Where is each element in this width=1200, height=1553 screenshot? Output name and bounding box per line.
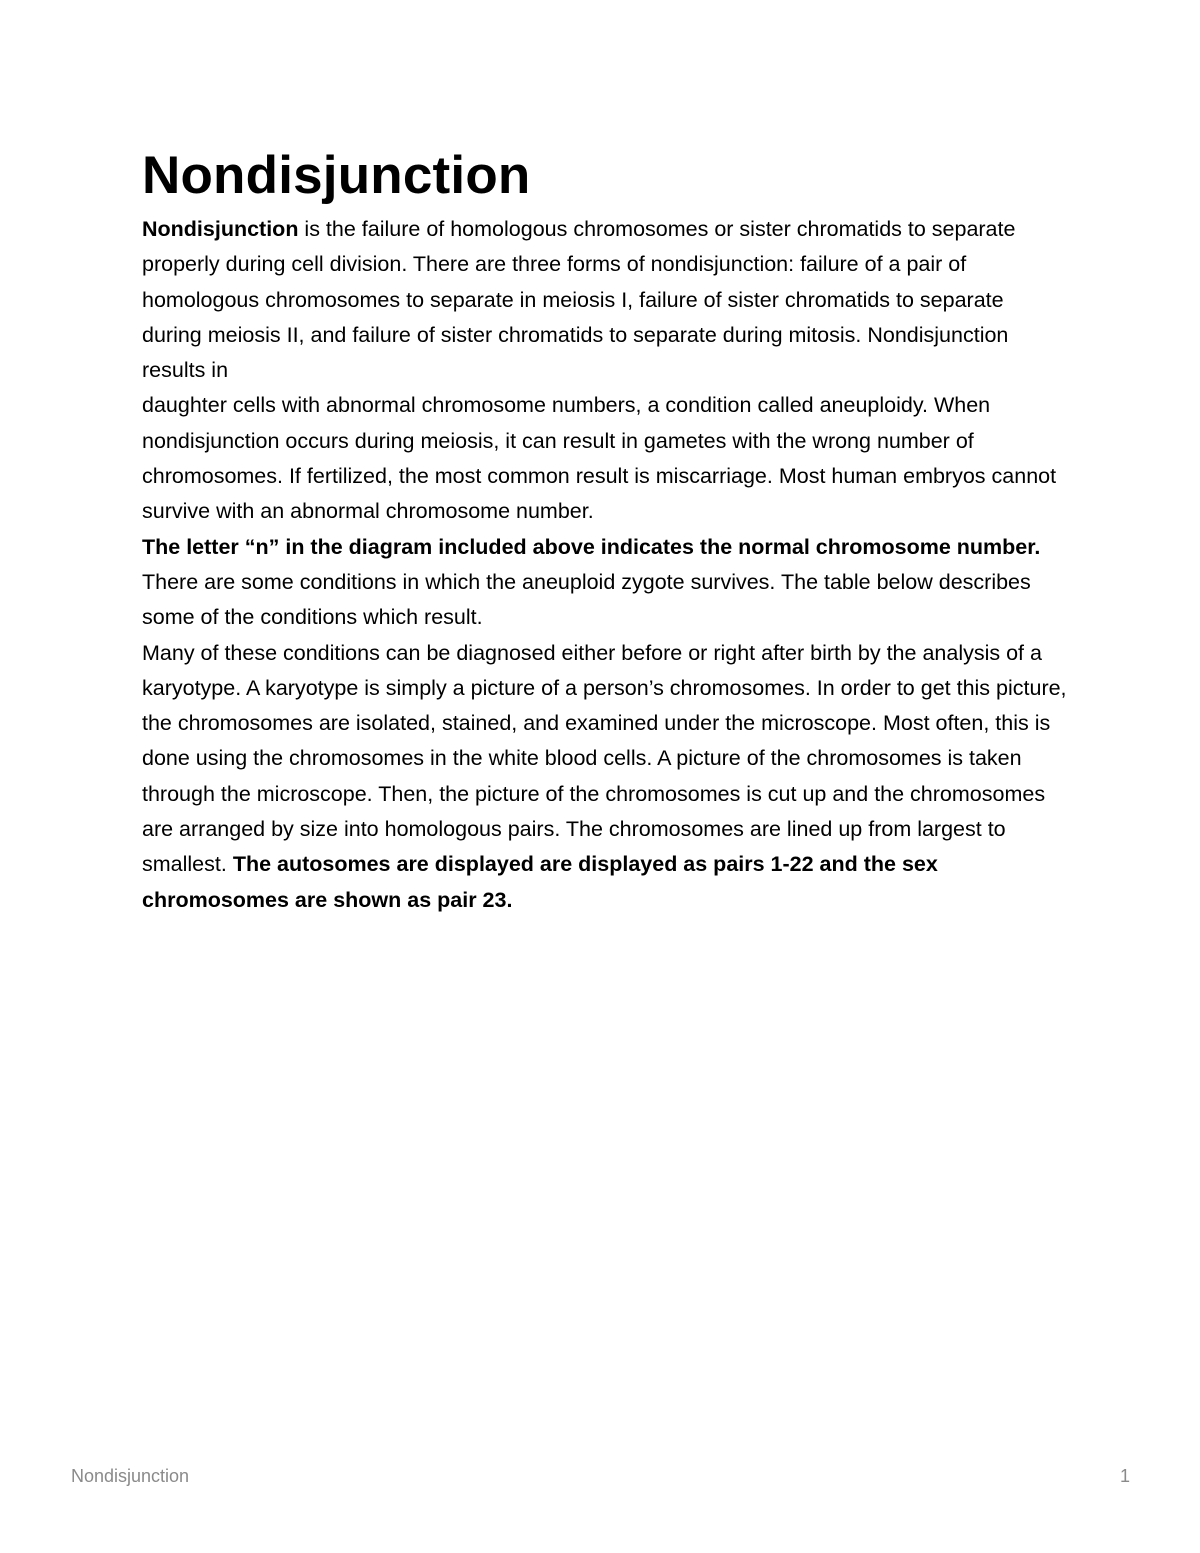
aneuploidy-text: daughter cells with abnormal chromosome numbers, a condition called aneuploidy. When nondisjunction occurs during meiosis, it can result in gametes with the wrong number of chromosomes. If fertilized, the most common result is miscarriage. Most human embryos cannot survive with an abnormal chromosome number. xyxy=(142,393,1057,524)
paragraph-definition xyxy=(142,212,1067,530)
paragraph-letter-n-note: The letter “n” in the diagram included above indicates the normal chromosome number. xyxy=(142,534,1041,559)
definition-text: is the failure of homologous chromosomes or sister chromatids to separate properly during cell division. There are three forms of nondisjunction: failure of a pair of homologous chromosomes to separate in meiosis I, failure of sister chromatids to separate during meiosis II, and failure of sister chromatids to separate during mitosis. Nondisjunction results in xyxy=(142,217,1016,383)
karyotype-pairs-note: The autosomes are displayed are displayed as pairs 1-22 and the sex chromosomes are shown as pair 23. xyxy=(142,852,938,912)
paragraph-karyotype xyxy=(142,636,1067,918)
definition-term: Nondisjunction xyxy=(142,217,299,241)
karyotype-text: Many of these conditions can be diagnosed either before or right after birth by the analysis of a karyotype. A karyotype is simply a picture of a person’s chromosomes. In order to get this picture, the chromosomes are isolated, stained, and examined under the microscope. Most often, this is done using the chromosomes in the white blood cells. A picture of the chromosomes is taken through the microscope. Then, the picture of the chromosomes is cut up and the chromosomes are arranged by size into homologous pairs. The chromosomes are lined up from largest to smallest. xyxy=(142,640,1067,877)
page-content xyxy=(142,140,1067,918)
page-title: Nondisjunction xyxy=(142,146,531,205)
footer-page-number: 1 xyxy=(1120,1466,1131,1486)
paragraph-surviving-conditions: There are some conditions in which the aneuploid zygote survives. The table below describes some of the conditions which result. xyxy=(142,569,1031,630)
footer-document-name: Nondisjunction xyxy=(71,1466,190,1486)
